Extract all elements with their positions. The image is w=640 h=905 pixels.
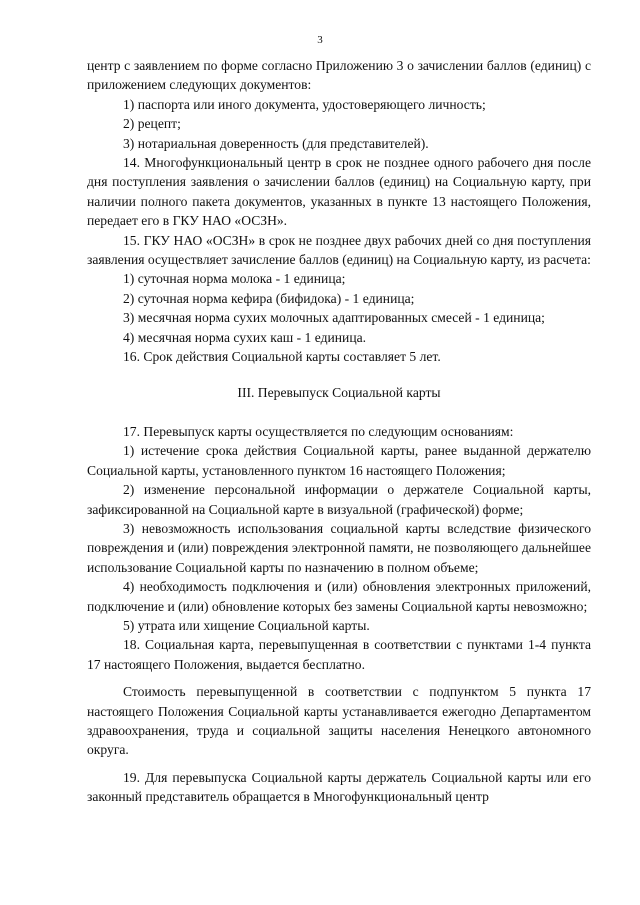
paragraphs-top — [87, 56, 591, 367]
paragraph: 15. ГКУ НАО «ОСЗН» в срок не позднее двух рабочих дней со дня поступления заявления осуществляет зачисление баллов (единиц) на Социальную карту, из расчета: — [87, 232, 591, 268]
paragraph: 3) нотариальная доверенность (для представителей). — [123, 135, 429, 151]
paragraph: 16. Срок действия Социальной карты составляет 5 лет. — [123, 349, 441, 365]
paragraph: 4) необходимость подключения и (или) обновления электронных приложений, подключение и (или) обновление которых без замены Социальной карты невозможно; — [87, 579, 591, 614]
document-body — [87, 56, 591, 807]
paragraph-gap — [87, 674, 591, 682]
paragraph: 1) паспорта или иного документа, удостоверяющего личность; — [123, 96, 486, 112]
paragraph: 17. Перевыпуск карты осуществляется по следующим основаниям: — [123, 423, 514, 439]
paragraph: центр с заявлением по форме согласно Приложению 3 о зачислении баллов (единиц) с приложением следующих документов: — [87, 58, 591, 93]
paragraph: 2) суточная норма кефира (бифидока) - 1 единица; — [123, 290, 415, 306]
paragraphs-bottom — [87, 422, 591, 807]
paragraph: 14. Многофункциональный центр в срок не позднее одного рабочего дня после дня поступления заявления о зачислении баллов (единиц) на Социальную карту, при наличии полного пакета документов, указанных в пункте 13 настоящего Положения, передает его в ГКУ НАО «ОСЗН». — [87, 155, 591, 229]
paragraph: 3) невозможность использования социальной карты вследствие физического повреждения и (или) повреждения электронной памяти, не позволяющего дальнейшее использование Социальной карты по назначению в полном объеме; — [87, 520, 591, 575]
paragraph: Стоимость перевыпущенной в соответствии с подпунктом 5 пункта 17 настоящего Положения Социальной карты устанавливается ежегодно Департаментом здравоохранения, труда и социальной защиты населения Ненецкого автономного округа. — [87, 684, 591, 758]
paragraph: 2) изменение персональной информации о держателе Социальной карты, зафиксированной на Социальной карте в визуальной (графической) форме; — [87, 482, 591, 517]
page-number: 3 — [317, 34, 323, 46]
paragraph: 2) рецепт; — [123, 116, 181, 132]
section-heading: III. Перевыпуск Социальной карты — [237, 384, 441, 400]
paragraph: 18. Социальная карта, перевыпущенная в соответствии с пунктами 1-4 пункта 17 настоящего Положения, выдается бесплатно. — [87, 637, 591, 672]
paragraph: 19. Для перевыпуска Социальной карты держатель Социальной карты или его законный представитель обращается в Многофункциональный центр — [87, 769, 591, 805]
paragraph: 1) суточная норма молока - 1 единица; — [123, 271, 346, 287]
paragraph-gap — [87, 760, 591, 768]
paragraph: 4) месячная норма сухих каш - 1 единица. — [123, 329, 367, 345]
paragraph: 5) утрата или хищение Социальной карты. — [123, 617, 370, 633]
paragraph: 1) истечение срока действия Социальной карты, ранее выданной держателю Социальной карты, установленного пунктом 16 настоящего Положения; — [87, 443, 591, 478]
paragraph: 3) месячная норма сухих молочных адаптированных смесей - 1 единица; — [123, 310, 545, 326]
